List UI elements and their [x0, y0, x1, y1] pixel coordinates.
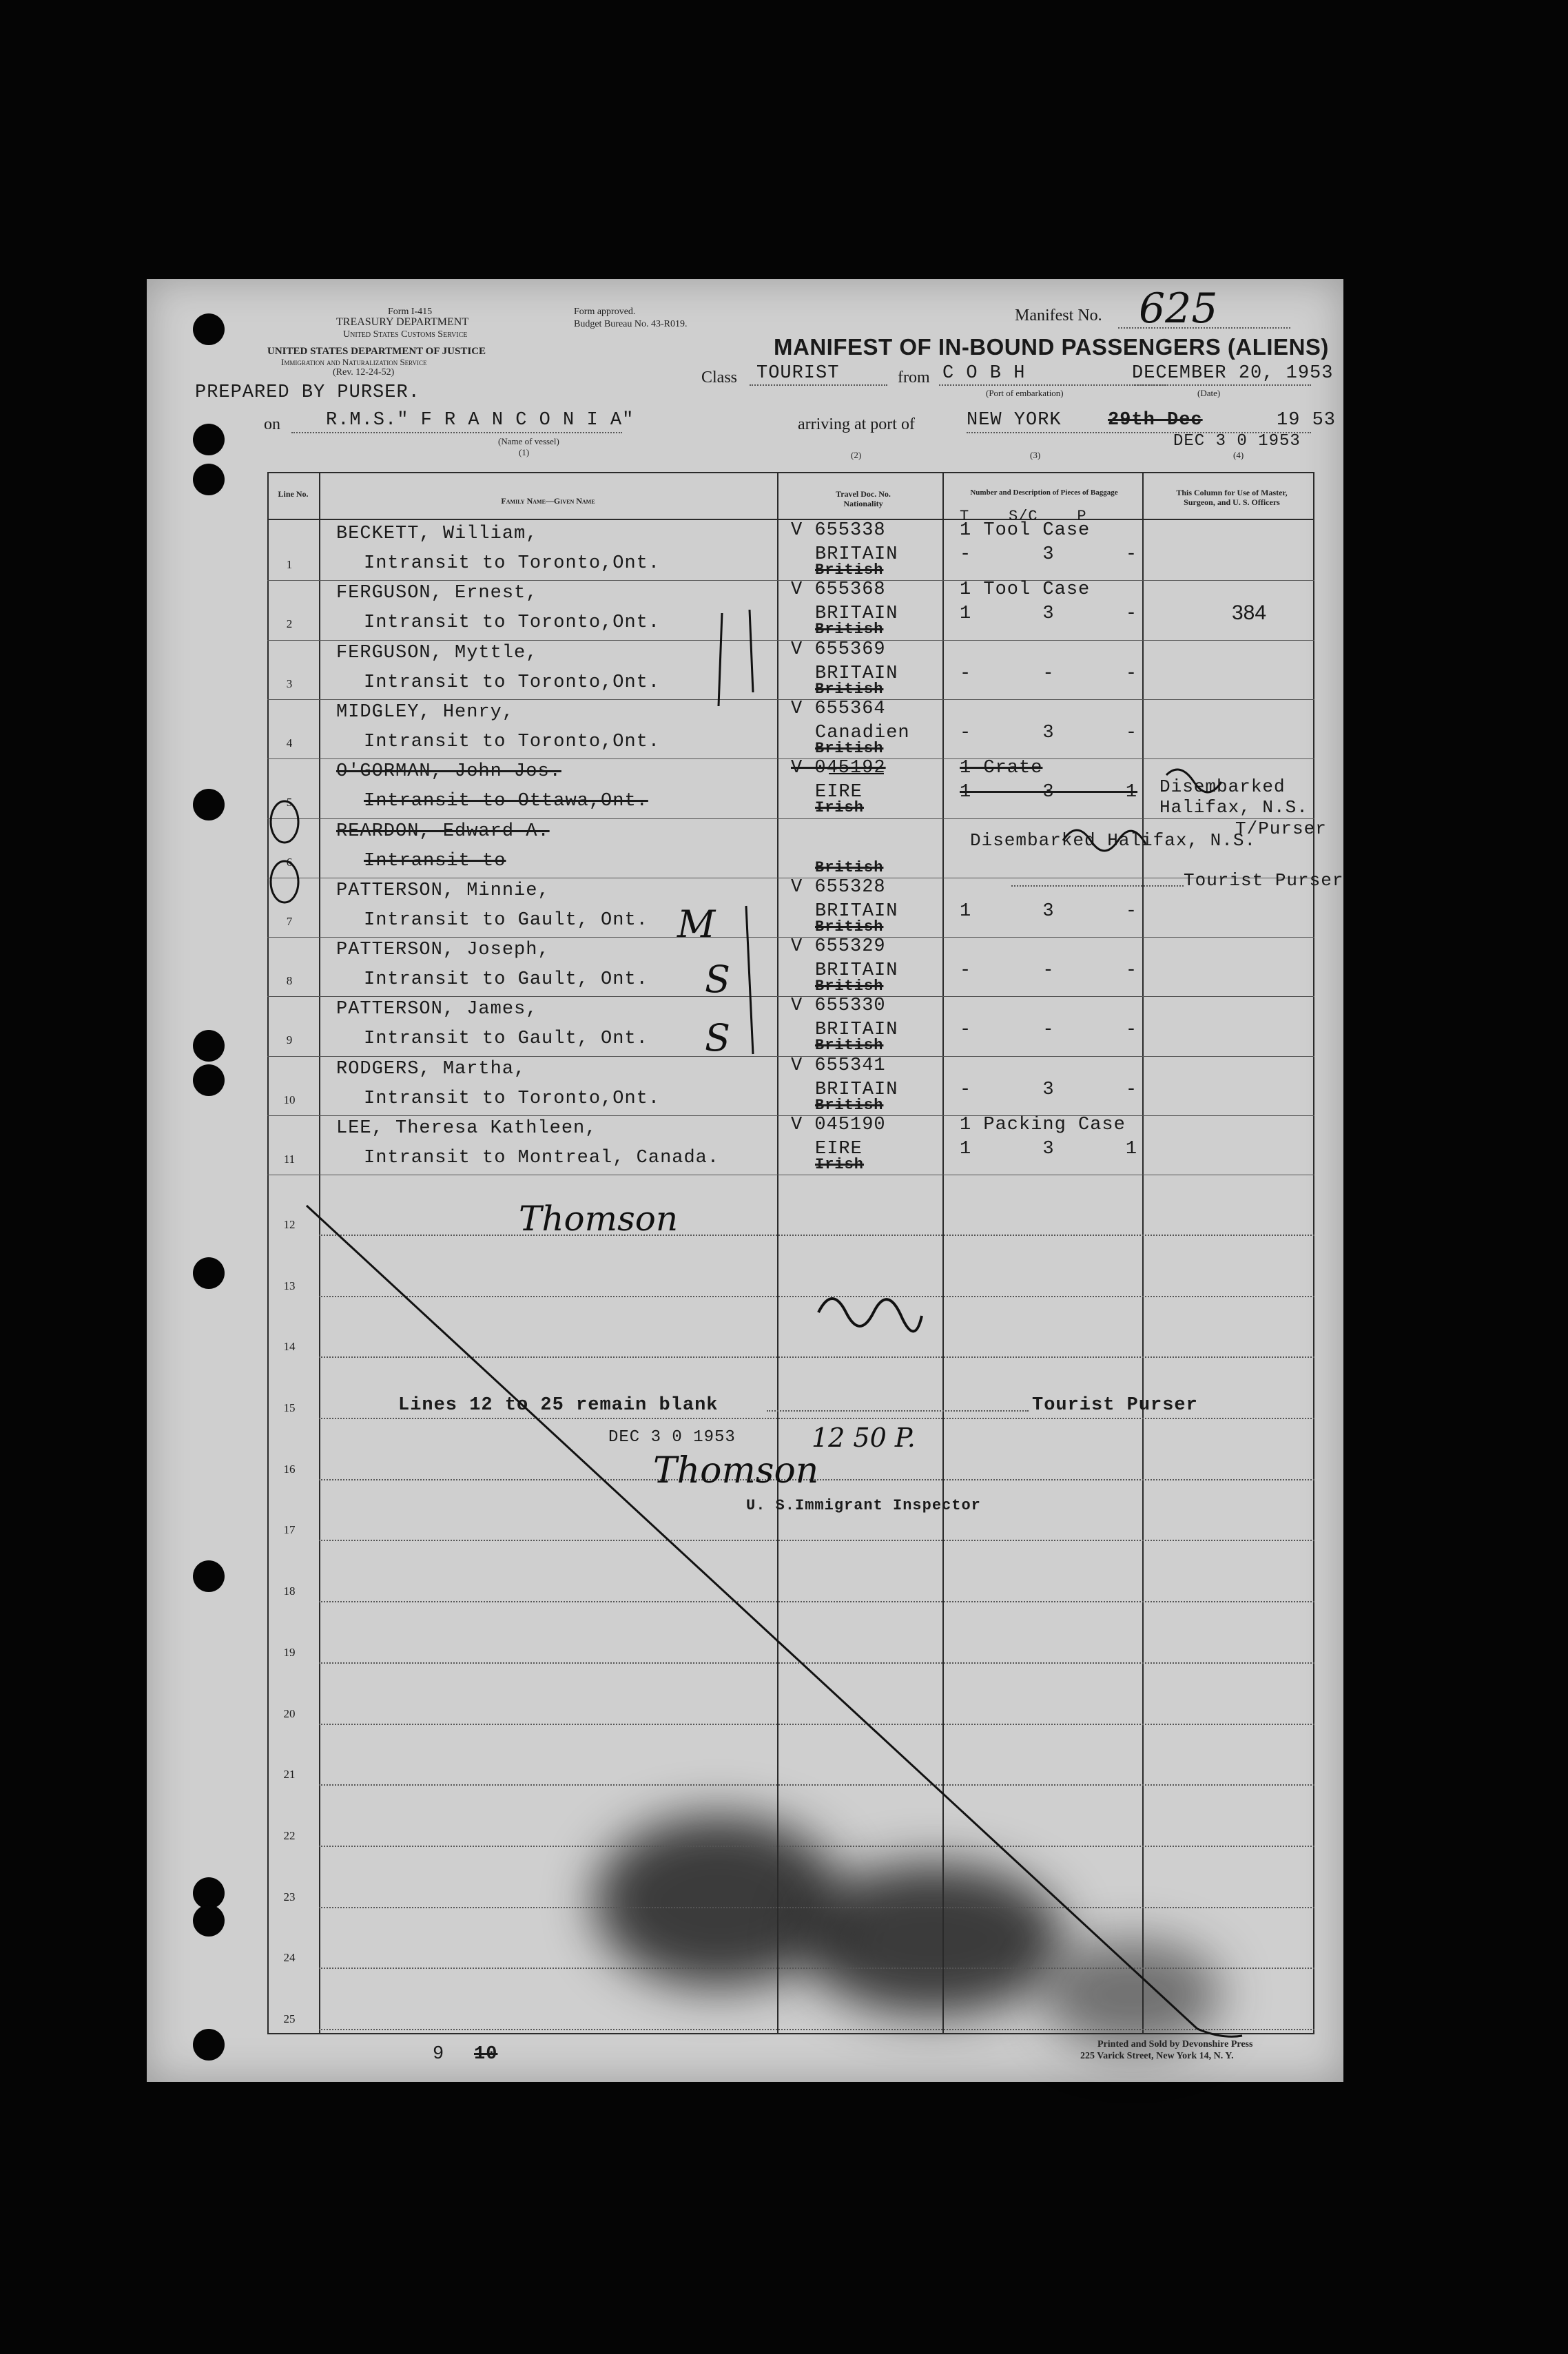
passenger-name: FERGUSON, Myttle, [336, 642, 538, 663]
inspection-time: 12 50 P. [812, 1423, 916, 1453]
revision: (Rev. 12-24-52) [333, 367, 395, 378]
nationality: BRITAIN [815, 960, 898, 982]
baggage-description: 1 Packing Case [960, 1115, 1126, 1135]
footer-number: 9 [433, 2044, 445, 2065]
signature-thomson: Thomson [519, 1199, 679, 1239]
line-number: 23 [283, 1890, 296, 1903]
caption-2: (2) [851, 450, 862, 460]
caption-4: (4) [1233, 450, 1244, 460]
travel-doc-number: V 655368 [791, 579, 886, 601]
arriving-label: arriving at port of [798, 415, 915, 433]
margin-mark-s: S [705, 1016, 730, 1060]
baggage-counts: - - - [960, 960, 1138, 982]
passenger-name: O'GORMAN, John Jos. [336, 761, 561, 783]
baggage-counts: - - - [960, 1020, 1138, 1041]
baggage-description: 1 Tool Case [960, 579, 1091, 601]
passenger-name: RODGERS, Martha, [336, 1058, 526, 1080]
travel-doc-number: V 655329 [791, 936, 886, 958]
travel-doc-number: V 655338 [791, 520, 886, 541]
margin-mark-s: S [705, 958, 730, 1001]
date-caption: (Date) [1197, 388, 1221, 398]
caption-1: (1) [519, 447, 530, 457]
purser-scribble [1166, 770, 1221, 792]
line-number: 11 [283, 1153, 296, 1166]
baggage-counts: - 3 - [960, 544, 1138, 565]
nationality-struck: Irish [815, 1156, 865, 1173]
nationality-struck: Irish [815, 799, 865, 817]
line-number: 12 [283, 1217, 296, 1231]
passenger-name: PATTERSON, Joseph, [336, 940, 550, 961]
line-number: 1 [286, 558, 293, 571]
circle-mark [271, 801, 298, 843]
tourist-purser-label: Tourist Purser [1032, 1395, 1198, 1416]
passenger-name: LEE, Theresa Kathleen, [336, 1118, 597, 1139]
inspector-title: U. S.Immigrant Inspector [746, 1497, 981, 1514]
travel-doc-number: V 045192 [791, 758, 886, 779]
line-number: 2 [286, 617, 293, 631]
prepared-by: PREPARED BY PURSER. [195, 382, 420, 403]
port-embarkation: C O B H [942, 363, 1026, 384]
passenger-destination: Intransit to Toronto,Ont. [364, 612, 661, 634]
nationality-struck: British [815, 858, 884, 876]
nationality-struck: British [815, 1096, 884, 1114]
passenger-name: FERGUSON, Ernest, [336, 583, 538, 604]
annotation-tourist-purser-6: Tourist Purser [1184, 870, 1344, 891]
baggage-counts: 1 3 1 [960, 782, 1138, 803]
baggage-description: 1 Crate [960, 758, 1043, 779]
line-number: 25 [283, 2012, 296, 2025]
nationality-struck: British [815, 621, 884, 639]
line-number: 13 [283, 1279, 296, 1292]
col-header-doc: Travel Doc. No. Nationality [836, 489, 891, 508]
nationality-struck: British [815, 978, 884, 995]
from-label: from [898, 369, 930, 386]
purser-scribble [1063, 830, 1146, 851]
line-number: 22 [283, 1828, 296, 1842]
baggage-counts: 1 3 - [960, 900, 1138, 922]
travel-doc-number: V 655369 [791, 639, 886, 660]
arrival-date-struck: 29th Dec [1108, 410, 1203, 431]
nationality-struck: British [815, 680, 884, 698]
manifest-number: 625 [1139, 285, 1218, 333]
port-caption: (Port of embarkation) [986, 388, 1064, 398]
annotation-tpurser: T/Purser [1235, 818, 1327, 839]
col-header-tsp: T S/C P [960, 508, 1087, 525]
line-number: 9 [286, 1033, 293, 1047]
annotation-384: 384 [1232, 601, 1267, 624]
passenger-name: BECKETT, William, [336, 524, 538, 544]
arrival-year: 19 53 [1277, 410, 1337, 431]
col-header-name: Family Name—Given Name [501, 496, 595, 506]
arrival-port: NEW YORK [967, 410, 1062, 431]
customs-service: United States Customs Service [343, 329, 468, 340]
nationality: BRITAIN [815, 900, 898, 922]
nationality: BRITAIN [815, 663, 898, 684]
ins-service: Immigration and Naturalization Service [281, 357, 427, 367]
vessel-caption: (Name of vessel) [498, 436, 559, 446]
passenger-destination: Intransit to Gault, Ont. [364, 1029, 648, 1050]
departure-date: DECEMBER 20, 1953 [1132, 363, 1334, 384]
annotation-disembarked-2: Disembarked Halifax, N.S. [970, 830, 1257, 851]
passenger-name: MIDGLEY, Henry, [336, 701, 515, 723]
baggage-counts: 1 3 1 [960, 1139, 1138, 1159]
tick-mark [719, 613, 722, 706]
baggage-counts: - 3 - [960, 722, 1138, 743]
line-number: 17 [283, 1523, 296, 1537]
col-header-baggage: Number and Description of Pieces of Baggage [970, 488, 1118, 497]
nationality-struck: British [815, 918, 884, 936]
budget-bureau: Budget Bureau No. 43-R019. [574, 319, 688, 329]
passenger-name: REARDON, Edward A. [336, 820, 550, 842]
baggage-description: 1 Tool Case [960, 520, 1091, 541]
nationality-struck: British [815, 1037, 884, 1055]
form-number: Form I-415 [388, 307, 433, 317]
dept-name: TREASURY DEPARTMENT [336, 316, 469, 328]
pen-marks [147, 279, 1343, 2082]
passenger-destination: Intransit to Toronto,Ont. [364, 731, 661, 752]
page-title: MANIFEST OF IN-BOUND PASSENGERS (ALIENS) [774, 334, 1329, 360]
travel-doc-number: V 045190 [791, 1115, 886, 1135]
arrival-stamp: DEC 3 0 1953 [1173, 432, 1301, 451]
passenger-destination: Intransit to Toronto,Ont. [364, 553, 661, 574]
line-number: 16 [283, 1462, 296, 1476]
passenger-destination: Intransit to Gault, Ont. [364, 909, 648, 931]
nationality: EIRE [815, 1139, 863, 1159]
justice-dept: UNITED STATES DEPARTMENT OF JUSTICE [267, 346, 486, 357]
passenger-destination: Intransit to Toronto,Ont. [364, 1088, 661, 1109]
caption-3: (3) [1030, 450, 1041, 460]
line-number: 19 [283, 1645, 296, 1659]
printer-name: Printed and Sold by Devonshire Press [1097, 2039, 1253, 2050]
annotation-disembarked-1: Disembarked [1159, 776, 1286, 797]
baggage-counts: - - - [960, 663, 1138, 684]
form-approved: Form approved. [574, 307, 636, 317]
line-number: 24 [283, 1951, 296, 1965]
passenger-destination: Intransit to Montreal, Canada. [364, 1148, 720, 1168]
line-number: 15 [283, 1401, 296, 1415]
manifest-label: Manifest No. [1015, 307, 1102, 324]
line-number: 3 [286, 677, 293, 690]
passenger-destination: Intransit to [364, 850, 506, 871]
line-number: 10 [283, 1093, 296, 1106]
travel-doc-number: V 655364 [791, 698, 886, 719]
col-header-line: Line No. [278, 489, 309, 499]
inspection-stamp-date: DEC 3 0 1953 [608, 1428, 736, 1447]
baggage-counts: 1 3 - [960, 603, 1138, 625]
nationality: BRITAIN [815, 1079, 898, 1100]
signature-inspector: Thomson [653, 1450, 819, 1491]
col-header-officers: This Column for Use of Master, Surgeon, and U. S. Officers [1176, 488, 1288, 507]
diagonal-cancel-line [307, 1206, 1197, 2029]
nationality: EIRE [815, 782, 863, 803]
passenger-destination: Intransit to Ottawa,Ont. [364, 791, 648, 812]
nationality-struck: British [815, 739, 884, 757]
nationality: BRITAIN [815, 544, 898, 565]
circle-mark [271, 861, 298, 902]
line-number: 5 [286, 796, 293, 809]
nationality: Canadien [815, 722, 910, 743]
line-number: 7 [286, 914, 293, 928]
vessel-name: R.M.S." F R A N C O N I A" [326, 410, 635, 431]
nationality-struck: British [815, 561, 884, 579]
passenger-destination: Intransit to Gault, Ont. [364, 969, 648, 991]
lines-blank-note: Lines 12 to 25 remain blank [398, 1395, 719, 1416]
passenger-name: PATTERSON, Minnie, [336, 880, 550, 901]
class-label: Class [701, 369, 738, 386]
line-number: 14 [283, 1340, 296, 1354]
nationality: BRITAIN [815, 1020, 898, 1041]
annotation-halifax-1: Halifax, N.S. [1159, 797, 1308, 818]
tick-mark [750, 610, 753, 692]
travel-doc-number: V 655341 [791, 1055, 886, 1076]
passenger-destination: Intransit to Toronto,Ont. [364, 672, 661, 693]
class-value: TOURIST [756, 363, 840, 384]
travel-doc-number: V 655328 [791, 876, 886, 898]
footer-struck: 10 [474, 2044, 498, 2065]
line-number: 20 [283, 1706, 296, 1720]
on-label: on [264, 415, 280, 433]
line-number: 6 [286, 855, 293, 869]
manifest-sheet [147, 279, 1343, 2082]
passenger-name: PATTERSON, James, [336, 999, 538, 1020]
printer-address: 225 Varick Street, New York 14, N. Y. [1080, 2051, 1234, 2061]
travel-doc-number: V 655330 [791, 995, 886, 1017]
line-number: 8 [286, 974, 293, 988]
line-number: 4 [286, 736, 293, 750]
baggage-counts: - 3 - [960, 1079, 1138, 1100]
nationality: BRITAIN [815, 603, 898, 625]
margin-mark-m: M [677, 902, 716, 946]
line-number: 18 [283, 1584, 296, 1598]
line-number: 21 [283, 1768, 296, 1782]
diagonal-tail [1197, 2029, 1242, 2036]
bracket-line [746, 906, 753, 1054]
purser-scribble [818, 1299, 922, 1332]
